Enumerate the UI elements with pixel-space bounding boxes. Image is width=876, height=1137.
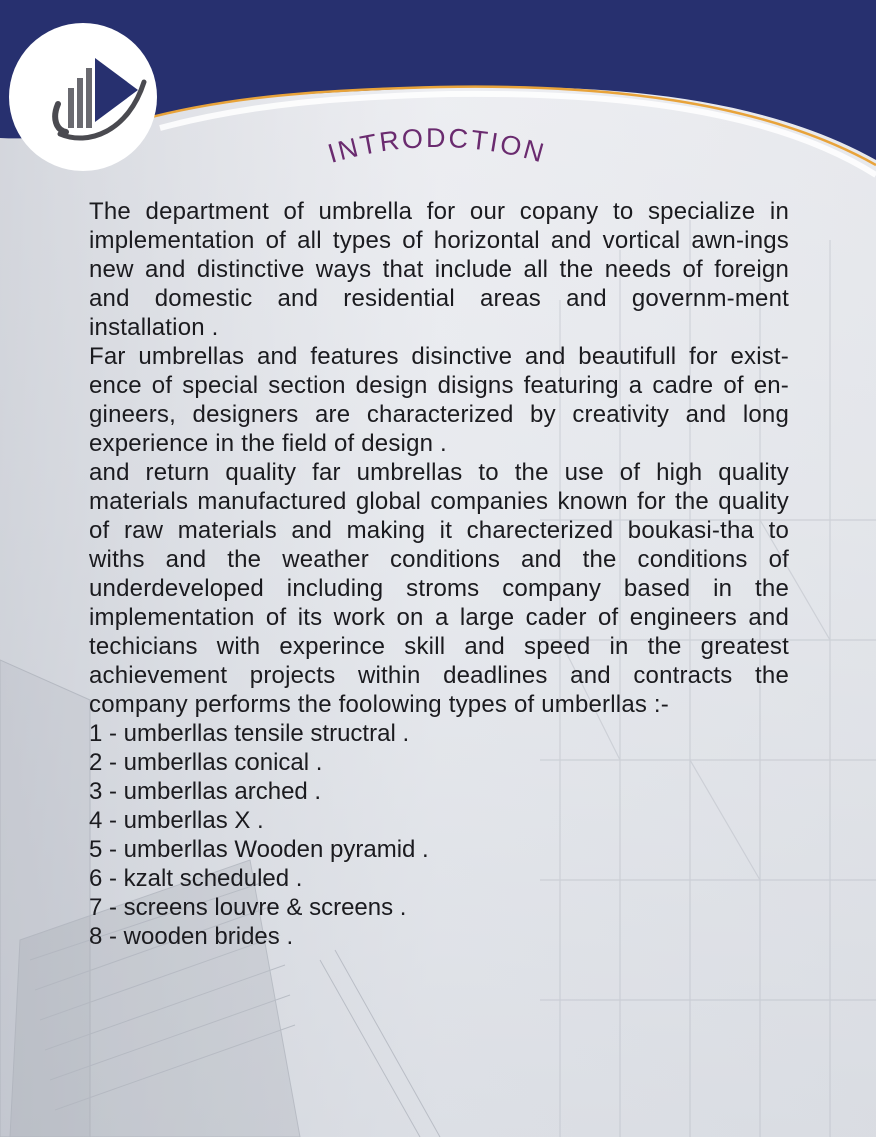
list-item: 8 - wooden brides . — [89, 923, 294, 950]
list-item: 5 - umberllas Wooden pyramid . — [89, 836, 429, 863]
svg-text:INTRODCTION — [324, 124, 549, 169]
list-item: 7 - screens louvre & screens . — [89, 894, 407, 921]
list-item: 6 - kzalt scheduled . — [89, 865, 303, 892]
page-title — [0, 124, 876, 194]
umbrella-types-list — [89, 719, 789, 951]
list-item: 4 - umberllas X . — [89, 807, 264, 834]
intro-paragraph-3: and return quality far umbrellas to the use of high quality materials manufactured global companies known for the quality of raw materials and making it charecterized boukasi-tha to withs and the weather conditions and the conditions of underdeveloped including stroms company based in the implementation of its work on a large cader of engineers and techicians with experince skill and speed in the greatest achievement projects within deadlines and contracts the company performs the foolowing types of umberllas :- — [89, 459, 789, 718]
intro-paragraph-2: Far umbrellas and features disinctive and beautifull for exist-ence of special section design disigns featuring a cadre of en-gineers, designers are characterized by creativity and long experience in the field of design . — [89, 343, 789, 457]
intro-content — [89, 197, 789, 951]
intro-paragraph-1: The department of umbrella for our copany to specialize in implementation of all types of horizontal and vortical awn-ings new and distinctive ways that include all the needs of foreign and domestic and residential areas and governm-ment installation . — [89, 198, 789, 341]
list-item: 3 - umberllas arched . — [89, 778, 322, 805]
page-title-text: INTRODCTION — [324, 124, 550, 169]
list-item: 1 - umberllas tensile structral . — [89, 720, 410, 747]
list-item: 2 - umberllas conical . — [89, 749, 323, 776]
